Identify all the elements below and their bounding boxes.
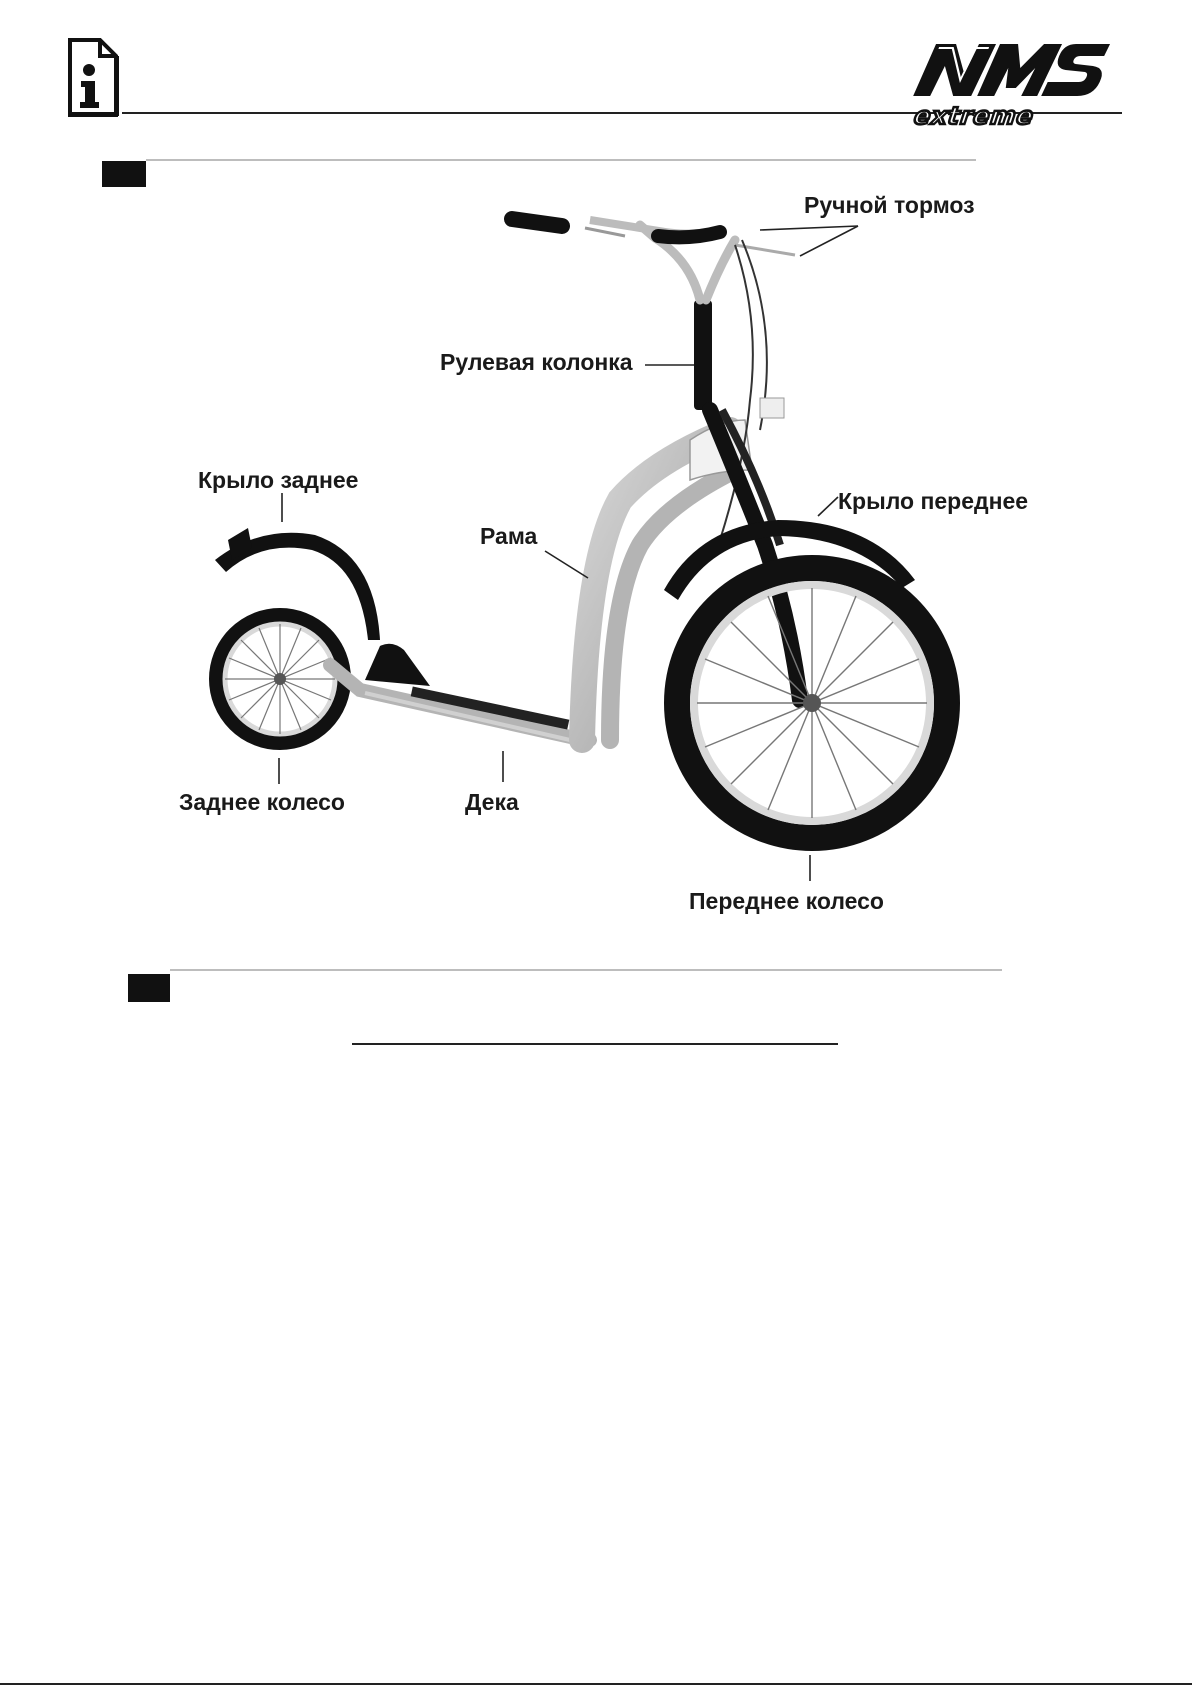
label-rear-fender: Крыло заднее: [198, 467, 359, 493]
heading-underline: [352, 1043, 838, 1045]
label-steering-column: Рулевая колонка: [440, 349, 633, 375]
label-front-wheel: Переднее колесо: [689, 888, 884, 914]
label-deck: Дека: [465, 789, 519, 815]
label-rear-wheel: Заднее колесо: [179, 789, 345, 815]
section-marker: [128, 974, 170, 1002]
label-front-fender: Крыло переднее: [838, 488, 1029, 514]
label-frame: Рама: [480, 523, 538, 549]
label-hand-brake: Ручной тормоз: [804, 192, 975, 218]
front-wheel-graphic: [677, 568, 947, 838]
rear-wheel-graphic: [216, 615, 344, 743]
svg-text:extreme: extreme: [910, 101, 1039, 130]
steering-graphic: [512, 219, 795, 540]
section-rule: [170, 969, 1002, 971]
